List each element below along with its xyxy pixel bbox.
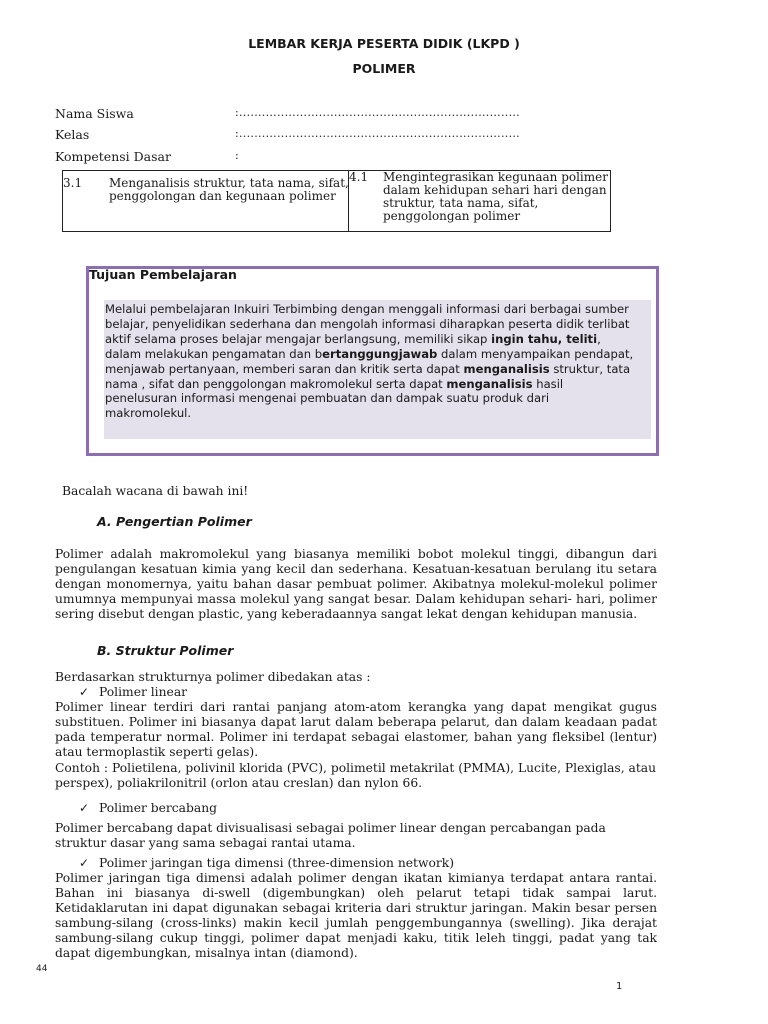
tujuan-text-part: Melalui pembelajaran Inkuiri Terbimbing dengan menggali informasi dari berbagai sumber belajar, penyelidikan sederhana dan mengolah informasi diharapkan peserta didik terlibat aktif selama proses belajar mengajar berlangsung, memiliki sikap <box>105 302 630 346</box>
tujuan-bold: ertanggungjawab <box>322 346 438 361</box>
tujuan-bold: menganalisis <box>463 361 550 376</box>
footer-left-number: 44 <box>36 964 48 974</box>
check-icon: ✓ <box>79 801 90 815</box>
check-icon: ✓ <box>79 685 90 699</box>
section-b-heading: B. Struktur Polimer <box>97 643 234 658</box>
linear-example: Contoh : Polietilena, polivinil klorida (PVC), polimetil metakrilat (PMMA), Lucite, Plexiglas, atau perspex), poliakrilonitril (orlon atau creslan) dan nylon 66. <box>55 761 657 791</box>
list-item-linear <box>79 685 187 699</box>
kd-text: Menganalisis struktur, tata nama, sifat, penggolongan dan kegunaan polimer <box>109 176 349 203</box>
linear-paragraph: Polimer linear terdiri dari rantai panjang atom-atom kerangka yang dapat mengikat gugus substituen. Polimer ini biasanya dapat larut dalam beberapa pelarut, dan dalam keadaan padat pada temperatur normal. Polimer ini terdapat sebagai elastomer, bahan yang fleksibel (lentur) atau termoplastik seperti gelas). <box>55 700 657 760</box>
kd-cell-left <box>63 171 349 232</box>
kd-number: 3.1 <box>63 176 83 190</box>
tujuan-text-part: hasil penelusuran informasi mengenai pembuatan dan dampak suatu produk dari makromolekul. <box>105 376 564 421</box>
section-a-heading: A. Pengertian Polimer <box>97 514 252 529</box>
network-paragraph: Polimer jaringan tiga dimensi adalah polimer dengan ikatan kimianya terdapat antara rantai. Bahan ini biasanya di-swell (digembungkan) oleh pelarut tetapi tidak sampai larut. Ketidaklarutan ini dapat digunakan sebagai kriteria dari struktur jaringan. Makin besar persen sambung-silang (cross-links) makin kecil jumlah penggembungannya (swelling). Jika derajat sambung-silang cukup tinggi, polimer dapat menjadi kaku, titik leleh tinggi, padat yang tak dapat digembungkan, misalnya intan (diamond). <box>55 871 657 961</box>
tujuan-text-part: dalam menyampaikan pendapat, menjawab pertanyaan, memberi saran dan kritik serta dapat <box>105 346 634 376</box>
info-value: :.......................................................................... <box>235 127 520 140</box>
list-item-branched <box>79 801 217 815</box>
kd-text: Mengintegrasikan kegunaan polimer dalam kehidupan sehari hari dengan struktur, tata nama, sifat, penggolongan polimer <box>383 170 608 223</box>
page-number: 1 <box>616 981 623 992</box>
section-a-paragraph: Polimer adalah makromolekul yang biasanya memiliki bobot molekul tinggi, dibangun dari pengulangan kesatuan kimia yang kecil dan sederhana. Kesatuan-kesatuan berulang itu setara dengan monomernya, yaitu bahan dasar pembuat polimer. Akibatnya molekul-molekul polimer umumnya mempunyai massa molekul yang sangat besar. Dalam kehidupan sehari- hari, polimer sering disebut dengan plastic, yang keberadaannya sangat lekat dengan kehidupan manusia. <box>55 547 657 622</box>
document-title: LEMBAR KERJA PESERTA DIDIK (LKPD ) <box>248 36 520 51</box>
list-item-label: Polimer jaringan tiga dimensi (three-dimension network) <box>98 856 455 870</box>
info-row-nama <box>55 106 575 122</box>
list-item-label: Polimer linear <box>98 685 188 699</box>
tujuan-bold: ingin tahu, teliti <box>491 331 598 346</box>
info-value: : <box>235 149 240 162</box>
tujuan-bold: menganalisis <box>446 376 533 391</box>
tujuan-text-part: struktur, tata nama , sifat dan penggolongan makromolekul serta dapat <box>105 361 631 391</box>
kd-number: 4.1 <box>349 170 369 184</box>
branched-paragraph: Polimer bercabang dapat divisualisasi sebagai polimer linear dengan percabangan pada struktur dasar yang sama sebagai rantai utama. <box>55 821 606 851</box>
list-item-label: Polimer bercabang <box>98 801 217 815</box>
info-label: Nama Siswa <box>55 106 134 121</box>
info-row-kelas <box>55 127 575 143</box>
tujuan-title: Tujuan Pembelajaran <box>89 267 237 282</box>
section-b-intro: Berdasarkan strukturnya polimer dibedakan atas : <box>55 670 371 684</box>
info-label: Kompetensi Dasar <box>55 149 171 164</box>
tujuan-text <box>105 302 635 421</box>
tujuan-text-part: , dalam melakukan pengamatan dan b <box>105 331 601 361</box>
document-subtitle: POLIMER <box>352 61 416 76</box>
info-label: Kelas <box>55 127 90 142</box>
list-item-network <box>79 856 454 870</box>
check-icon: ✓ <box>79 856 90 870</box>
kd-cell-right <box>349 171 611 232</box>
intro-instruction: Bacalah wacana di bawah ini! <box>62 484 249 498</box>
info-row-kd <box>55 149 575 165</box>
info-value: :.......................................................................... <box>235 106 520 119</box>
kompetensi-dasar-table <box>62 170 611 232</box>
